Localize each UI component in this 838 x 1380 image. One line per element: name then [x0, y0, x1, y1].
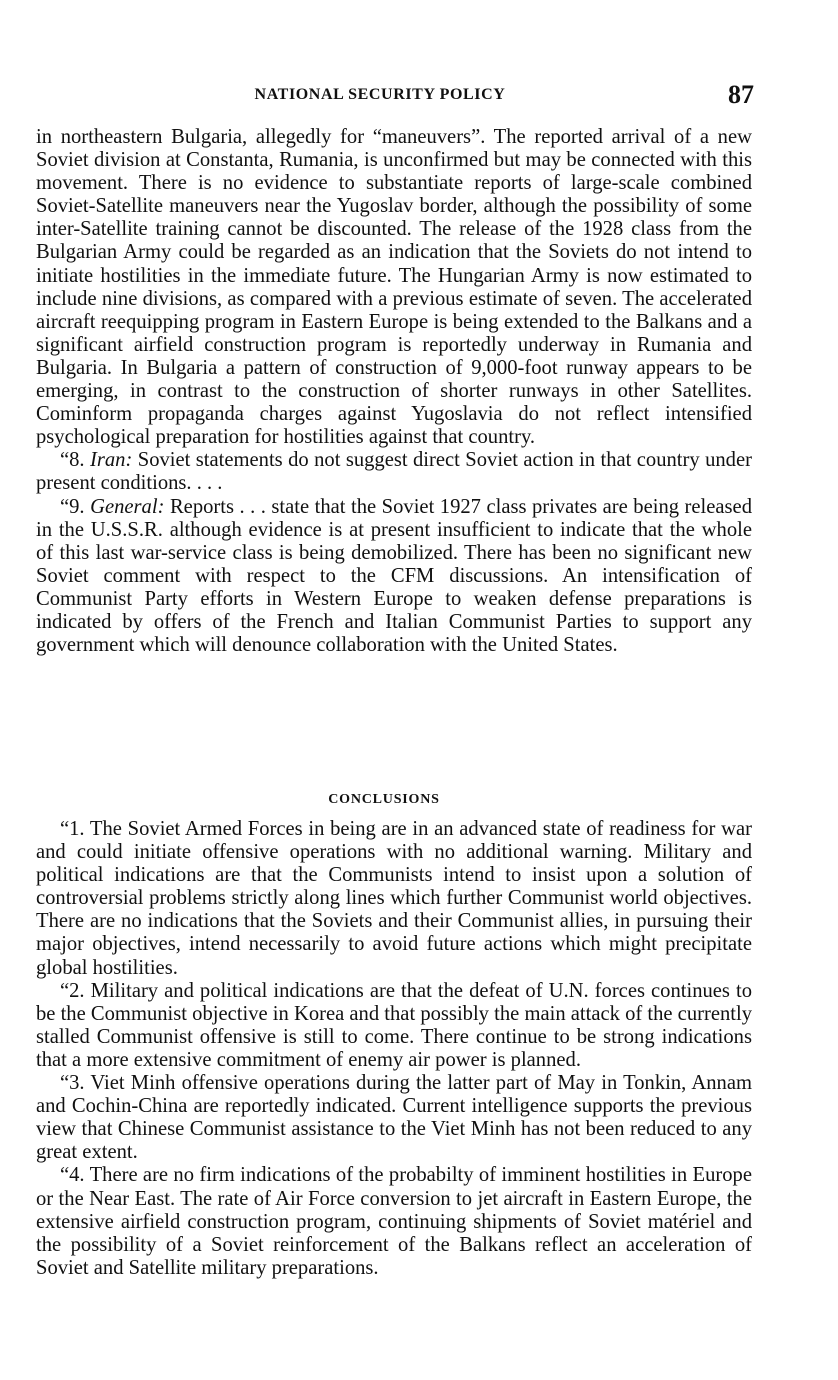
- item-8-text: Soviet statements do not suggest direct Soviet action in that country under present conditions. . . .: [36, 449, 752, 495]
- conclusion-2: “2. Military and political indications are that the defeat of U.N. forces continues to be the Communist objective in Korea and that possibly the main attack of the currently stalled Communist offensive is still to come. There continue to be strong indications that a more extensive commitment of enemy air power is planned.: [36, 979, 753, 1071]
- conclusion-3: “3. Viet Minh offensive operations during the latter part of May in Tonkin, Annam and Cochin-China are reportedly indicated. Current intelligence supports the previous view that Chinese Communist assistance to the Viet Minh has not been reduced to any great extent.: [36, 1072, 752, 1164]
- item-8-paragraph: [36, 449, 752, 495]
- item-9-text: Reports . . . state that the Soviet 1927 class privates are being released in the U.S.S.R. although evidence is at present insufficient to indicate that the whole of this last war-service class is being demobilized. There has been no significant new Soviet comment with respect to the CFM discussions. An intensification of Communist Party efforts in Western Europe to weaken defense preparations is indicated by offers of the French and Italian Communist Parties to support any government which will denounce collaboration with the United States.: [36, 495, 752, 657]
- continuation-paragraph: in northeastern Bulgaria, allegedly for “maneuvers”. The reported arrival of a new Soviet division at Constanta, Rumania, is unconfirmed but may be connected with this movement. There is no evidence to substantiate reports of large-scale combined Soviet-Satellite maneuvers near the Yugoslav border, although the possibility of some inter-Satellite training cannot be discounted. The release of the 1928 class from the Bulgarian Army could be regarded as an indication that the Soviets do not intend to initiate hostilities in the immediate future. The Hungarian Army is now estimated to include nine divisions, as compared with a previous estimate of seven. The accelerated aircraft reequipping program in Eastern Europe is being extended to the Balkans and a significant airfield construction program is reportedly underway in Rumania and Bulgaria. In Bulgaria a pattern of construction of 9,000-foot runway appears to be emerging, in contrast to the construction of shorter runways in other Satellites. Cominform propaganda charges against Yugoslavia do not reflect intensified psychological preparation for hostilities against that country.: [36, 126, 752, 449]
- conclusion-4: “4. There are no firm indications of the probabilty of imminent hostilities in Europe or the Near East. The rate of Air Force conversion to jet aircraft in Eastern Europe, the extensive airfield construction program, continuing shipments of Soviet matériel and the possibility of a Soviet reinforcement of the Balkans reflect an acceleration of Soviet and Satellite military preparations.: [36, 1164, 752, 1279]
- item-9-label: General:: [90, 495, 165, 518]
- item-8-prefix: “8.: [60, 449, 85, 472]
- top-text-block: [36, 126, 752, 657]
- running-title: NATIONAL SECURITY POLICY: [254, 86, 506, 103]
- item-9-paragraph: [36, 496, 752, 658]
- item-9-prefix: “9.: [60, 495, 85, 518]
- item-8-label: Iran:: [90, 449, 133, 472]
- conclusion-1: “1. The Soviet Armed Forces in being are in an advanced state of readiness for war and could initiate offensive operations with no additional warning. Military and political indications are that the Communists intend to insist upon a solution of controversial problems strictly along lines which further Communist world objectives. There are no indications that the Soviets and their Communist allies, in pursuing their major objectives, intend necessarily to avoid future actions which might precipitate global hostilities.: [36, 818, 752, 979]
- conclusions-block: [36, 818, 752, 1280]
- running-head: [20, 80, 754, 112]
- conclusions-heading: CONCLUSIONS: [328, 792, 440, 807]
- page-number: 87: [728, 80, 754, 109]
